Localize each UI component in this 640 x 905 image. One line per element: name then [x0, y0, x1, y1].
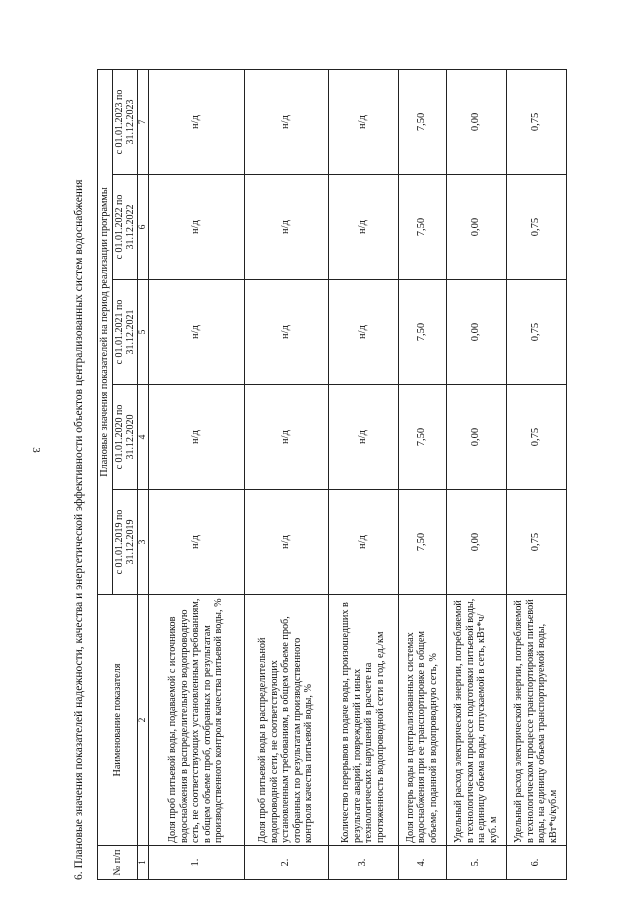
- indicator-value: 0,75: [506, 385, 566, 490]
- indicator-value: 7,50: [398, 175, 446, 280]
- row-number: 5.: [446, 846, 506, 880]
- column-header-number: № п/п: [98, 846, 138, 880]
- indicator-value: н/д: [328, 385, 398, 490]
- column-index: 7: [137, 69, 148, 174]
- indicator-value: н/д: [148, 385, 244, 490]
- row-number: 4.: [398, 846, 446, 880]
- column-index: 2: [137, 595, 148, 846]
- indicator-value: 0,75: [506, 280, 566, 385]
- period-header: с 01.01.2022 по 31.12.2022: [112, 175, 137, 280]
- row-number: 3.: [328, 846, 398, 880]
- indicators-table: [97, 69, 567, 880]
- period-header: с 01.01.2019 по 31.12.2019: [112, 490, 137, 595]
- row-number: 6.: [506, 846, 566, 880]
- indicator-value: н/д: [244, 280, 328, 385]
- indicator-value: 0,00: [446, 175, 506, 280]
- indicator-value: н/д: [148, 490, 244, 595]
- indicator-value: н/д: [244, 175, 328, 280]
- column-index: 3: [137, 490, 148, 595]
- indicator-value: 7,50: [398, 280, 446, 385]
- rotated-page-content: [72, 70, 582, 880]
- indicator-value: н/д: [328, 175, 398, 280]
- indicator-name: Доля проб питьевой воды, подаваемой с источников водоснабжения в распределительную водопроводную сеть, не соответствующих установленным требованиям, в общем объеме проб, отобранных по результатам производственного контроля качества питьевой воды, %: [148, 595, 244, 846]
- indicator-value: н/д: [148, 175, 244, 280]
- column-group-header: Плановые значения показателей на период реализации программы: [98, 69, 113, 594]
- table-row: [446, 69, 506, 879]
- row-number: 2.: [244, 846, 328, 880]
- section-heading: 6. Плановые значения показателей надежности, качества и энергетической эффективности объектов централизованных систем водоснабжения: [73, 179, 85, 880]
- column-header-name: Наименование показателя: [98, 595, 138, 846]
- indicator-value: н/д: [328, 69, 398, 174]
- table-row: [328, 69, 398, 879]
- indicator-value: 0,75: [506, 69, 566, 174]
- indicator-value: 7,50: [398, 385, 446, 490]
- indicator-name: Доля проб питьевой воды в распределительной водопроводной сети, не соответствующих установленным требованиям, в общем объеме проб, отобранных по результатам производственного контроля качества питьевой воды, %: [244, 595, 328, 846]
- indicator-value: н/д: [244, 385, 328, 490]
- indicator-value: 0,75: [506, 490, 566, 595]
- indicator-name: Количество перерывов в подаче воды, произошедших в результате аварий, повреждений и иных технологических нарушений в расчете на протяженность водопроводной сети в год, ед./км: [328, 595, 398, 846]
- table-row: [398, 69, 446, 879]
- indicator-value: н/д: [328, 280, 398, 385]
- row-number: 1.: [148, 846, 244, 880]
- column-index: 4: [137, 385, 148, 490]
- page-number: 3: [29, 447, 42, 453]
- indicator-name: Удельный расход электрической энергии, потребляемой в технологическом процессе транспортировки питьевой воды, на единицу объема транспортируемой воды, кВт*ч/куб.м: [506, 595, 566, 846]
- indicator-value: 7,50: [398, 490, 446, 595]
- indicator-value: н/д: [148, 280, 244, 385]
- indicator-value: 0,00: [446, 280, 506, 385]
- indicator-value: н/д: [148, 69, 244, 174]
- column-index: 5: [137, 280, 148, 385]
- indicator-value: 0,75: [506, 175, 566, 280]
- indicator-value: 0,00: [446, 69, 506, 174]
- table-row: [244, 69, 328, 879]
- period-header: с 01.01.2020 по 31.12.2020: [112, 385, 137, 490]
- table-row: [506, 69, 566, 879]
- indicator-value: 7,50: [398, 69, 446, 174]
- table-row: [148, 69, 244, 879]
- indicator-name: Удельный расход электрической энергии, потребляемой в технологическом процессе подготовки питьевой воды, на единицу объема воды, отпускаемой в сеть, кВт*ч/куб. м: [446, 595, 506, 846]
- column-index: 6: [137, 175, 148, 280]
- period-header: с 01.01.2023 по 31.12.2023: [112, 69, 137, 174]
- indicator-value: 0,00: [446, 490, 506, 595]
- indicator-value: н/д: [328, 490, 398, 595]
- indicator-value: н/д: [244, 69, 328, 174]
- indicator-value: н/д: [244, 490, 328, 595]
- indicator-value: 0,00: [446, 385, 506, 490]
- indicator-name: Доля потерь воды в централизованных системах водоснабжения при ее транспортировке в общем объеме, поданной в водопроводную сеть, %: [398, 595, 446, 846]
- column-index: 1: [137, 846, 148, 880]
- period-header: с 01.01.2021 по 31.12.2021: [112, 280, 137, 385]
